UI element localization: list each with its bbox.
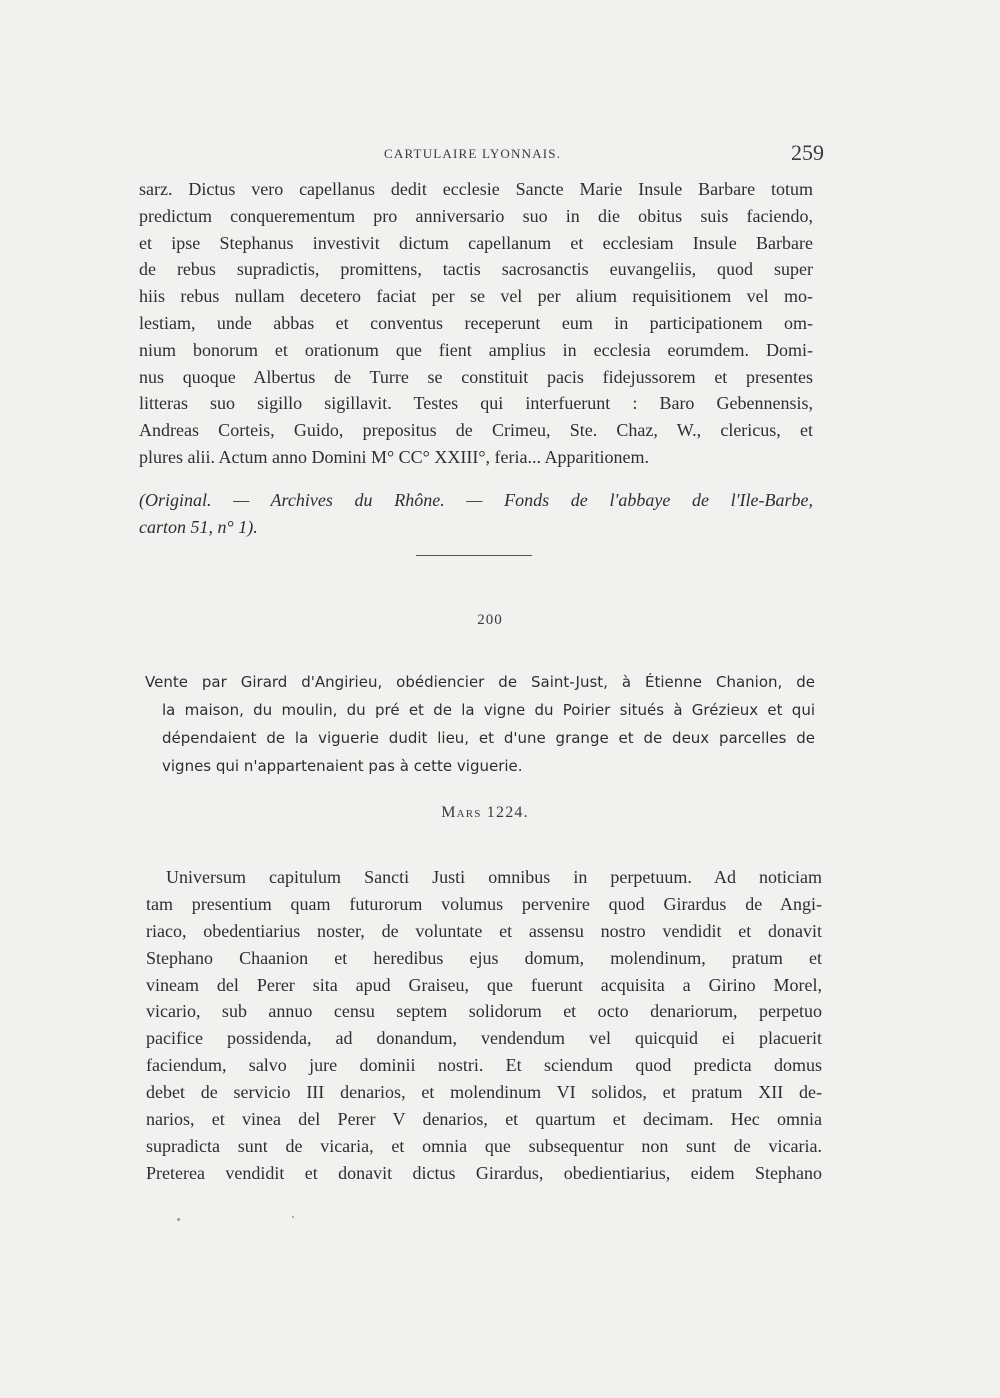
text-line: faciendum, salvo jure dominii nostri. Et sciendum quod predicta domus	[146, 1055, 822, 1076]
text-line: hiis rebus nullam decetero faciat per se vel per alium requisitionem vel mo-	[139, 286, 813, 307]
running-title: CARTULAIRE LYONNAIS.	[384, 146, 562, 161]
charter-number: 200	[477, 612, 503, 628]
text-line: tam presentium quam futurorum volumus pervenire quod Girardus de Angi-	[146, 893, 822, 914]
page-number: 259	[791, 140, 824, 165]
text-line: pacifice possidenda, ad donandum, vendendum vel quicquid ei placuerit	[146, 1028, 822, 1049]
text-line: Stephano Chaanion et heredibus ejus domum, molendinum, pratum et	[146, 947, 822, 968]
source-line: carton 51, n° 1).	[139, 516, 258, 537]
text-line: supradicta sunt de vicaria, et omnia que subsequentur non sunt de vicaria.	[146, 1135, 822, 1156]
text-line: Andreas Corteis, Guido, prepositus de Crimeu, Ste. Chaz, W., clericus, et	[139, 420, 813, 441]
charter-200-text	[146, 864, 822, 1187]
paper-speck	[292, 1216, 294, 1218]
text-line: plures alii. Actum anno Domini M° CC° XXIII°, feria... Apparitionem.	[139, 446, 650, 467]
text-line: debet de servicio III denarios, et molendinum VI solidos, et pratum XII de-	[146, 1082, 822, 1103]
charter-date: Mars 1224.	[441, 804, 529, 821]
text-line: lestiam, unde abbas et conventus receperunt eum in participationem om-	[139, 312, 813, 333]
charter-199-continuation	[139, 176, 813, 471]
summary-line: dépendaient de la viguerie dudit lieu, et d'une grange et de deux parcelles de	[162, 729, 815, 747]
text-line: narios, et vinea del Perer V denarios, et quartum et decimam. Hec omnia	[146, 1109, 822, 1130]
text-line: predictum conquerementum pro anniversario suo in die obitus suis faciendo,	[139, 205, 813, 226]
section-divider	[416, 555, 532, 556]
charter-summary	[145, 668, 815, 780]
text-line: Universum capitulum Sancti Justi omnibus in perpetuum. Ad noticiam	[166, 867, 822, 887]
text-line: de rebus supradictis, promittens, tactis sacrosanctis euvangeliis, quod super	[139, 259, 813, 280]
text-line: vineam del Perer sita apud Graiseu, que fuerunt acquisita a Girino Morel,	[146, 974, 822, 995]
text-line: sarz. Dictus vero capellanus dedit ecclesie Sancte Marie Insule Barbare totum	[139, 179, 813, 199]
source-line: (Original. — Archives du Rhône. — Fonds de l'abbaye de l'Ile-Barbe,	[139, 490, 813, 510]
text-line: et ipse Stephanus investivit dictum capellanum et ecclesiam Insule Barbare	[139, 232, 813, 253]
text-line: Preterea vendidit et donavit dictus Girardus, obedientiarius, eidem Stephano	[146, 1162, 822, 1183]
text-line: nium bonorum et orationum que fient amplius in ecclesia eorumdem. Domi-	[139, 339, 813, 360]
summary-line: Vente par Girard d'Angirieu, obédiencier de Saint-Just, à Étienne Chanion, de	[145, 673, 815, 691]
text-line: vicario, sub annuo censu septem solidorum et octo denariorum, perpetuo	[146, 1001, 822, 1022]
summary-line: la maison, du moulin, du pré et de la vigne du Poirier situés à Grézieux et qui	[162, 701, 815, 719]
summary-line: vignes qui n'appartenaient pas à cette viguerie.	[162, 757, 523, 775]
text-line: litteras suo sigillo sigillavit. Testes qui interfuerunt : Baro Gebennensis,	[139, 393, 813, 414]
text-line: riaco, obedentiarius noster, de voluntate et assensu nostro vendidit et donavit	[146, 920, 822, 941]
text-line: nus quoque Albertus de Turre se constituit pacis fidejussorem et presentes	[139, 366, 813, 387]
paper-speck	[177, 1218, 180, 1221]
source-citation	[139, 487, 813, 541]
